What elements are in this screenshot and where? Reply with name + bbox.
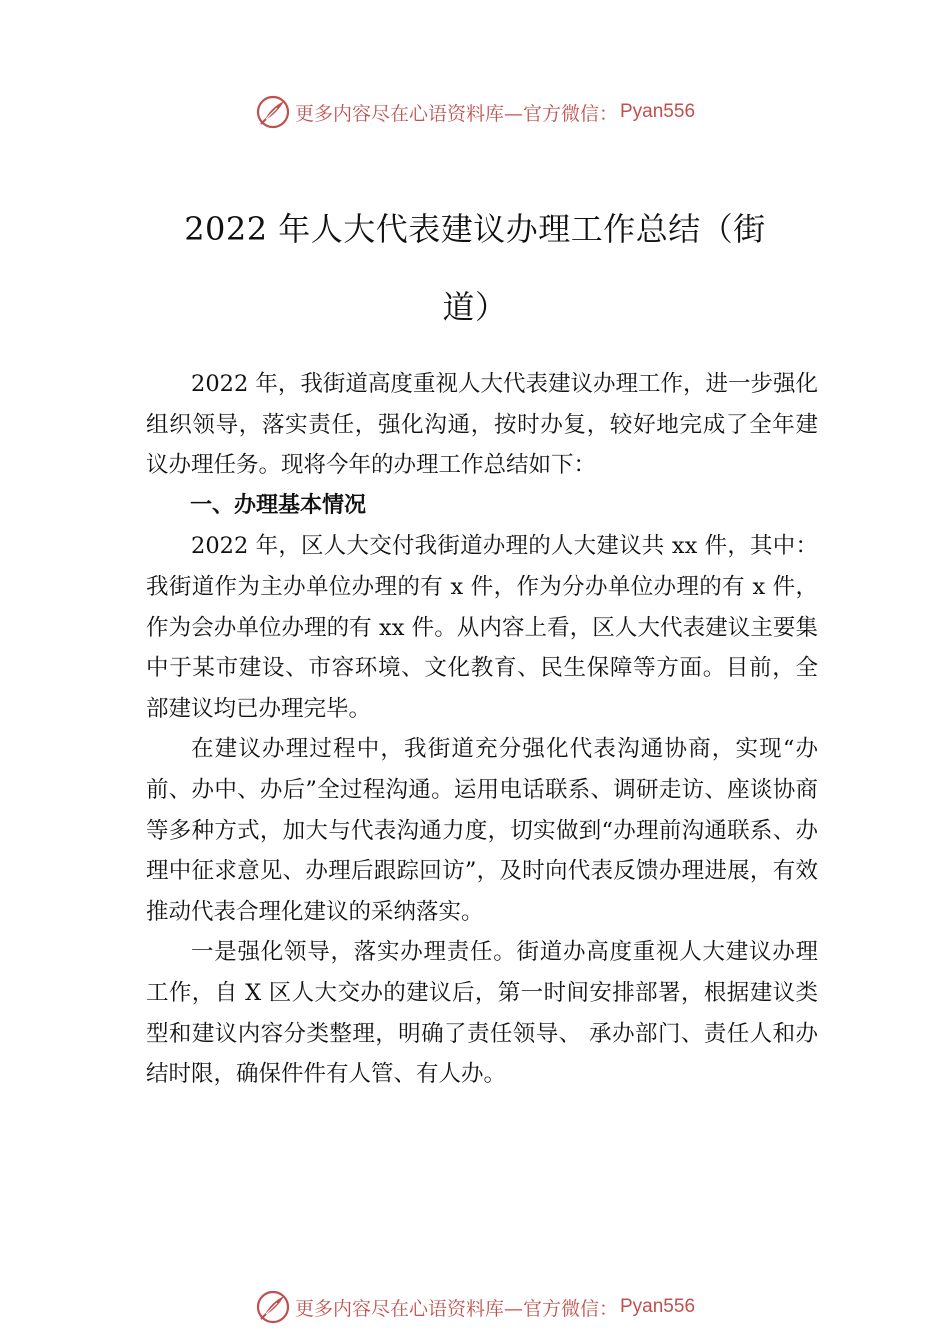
document-body <box>146 364 818 1095</box>
document-title <box>140 190 810 346</box>
body-paragraph: 在建议办理过程中，我街道充分强化代表沟通协商，实现“办前、办中、办后”全过程沟通。运用电话联系、调研走访、座谈协商等多种方式，加大与代表沟通力度，切实做到“办理前沟通联系、办理中征求意见、办理后跟踪回访”，及时向代表反馈办理进展，有效推动代表合理化建议的采纳落实。 <box>146 736 818 925</box>
section-heading: 一、办理基本情况 <box>190 492 367 518</box>
body-paragraph: 一是强化领导，落实办理责任。街道办高度重视人大建议办理工作，自 X 区人大交办的建议后，第一时间安排部署，根据建议类型和建议内容分类整理，明确了责任领导、 承办部门、责任人和办结时限，确保件件有人管、有人办。 <box>146 939 818 1088</box>
body-paragraph: 2022 年，区人大交付我街道办理的人大建议共 xx 件，其中：我街道作为主办单位办理的有 x 件，作为分办单位办理的有 x 件，作为会办单位办理的有 xx 件。从内容上看，区人大代表建议主要集中于某市建设、市容环境、文化教育、民生保障等方面。目前，全部建议均已办理完毕。 <box>146 533 818 722</box>
quill-logo-icon <box>255 1289 291 1325</box>
watermark-wechat-id: Pyan556 <box>620 1296 696 1317</box>
watermark-text: 更多内容尽在心语资料库—官方微信： <box>294 102 618 125</box>
watermark-wechat-id: Pyan556 <box>620 101 696 122</box>
document-title-line-2: 道） <box>442 288 508 326</box>
document-title-line-1: 2022 年人大代表建议办理工作总结（街 <box>184 210 766 248</box>
footer-watermark <box>0 1289 950 1325</box>
quill-logo-icon <box>255 94 291 130</box>
header-watermark <box>0 94 950 130</box>
intro-paragraph: 2022 年，我街道高度重视人大代表建议办理工作，进一步强化组织领导，落实责任，强化沟通，按时办复，较好地完成了全年建议办理任务。现将今年的办理工作总结如下： <box>146 371 818 479</box>
watermark-text: 更多内容尽在心语资料库—官方微信： <box>294 1297 618 1320</box>
